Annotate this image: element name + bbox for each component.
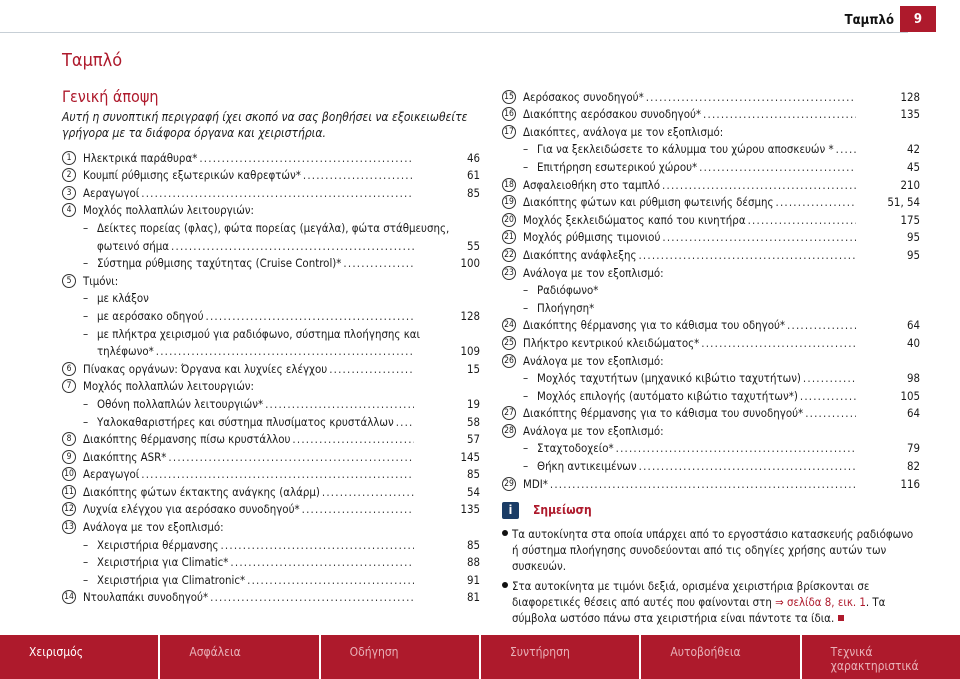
callout-number: 17 bbox=[502, 125, 516, 139]
legend-item bbox=[502, 106, 920, 124]
bullet-icon bbox=[502, 578, 512, 626]
item-label: τηλέφωνο* bbox=[97, 344, 154, 359]
callout-number: 4 bbox=[62, 203, 76, 217]
page-ref[interactable]: 81 bbox=[466, 590, 480, 605]
item-label: Διακόπτης φώτων έκτακτης ανάγκης (αλάρμ) bbox=[83, 484, 320, 499]
item-label: Διακόπτης ανάφλεξης bbox=[523, 247, 637, 262]
page-ref[interactable]: 57 bbox=[466, 432, 480, 447]
legend-item bbox=[62, 343, 480, 361]
leader-dots bbox=[343, 254, 414, 272]
item-label: με αερόσακο οδηγού bbox=[97, 308, 204, 323]
item-label: Πίνακας οργάνων: Όργανα και λυχνίες ελέγχου bbox=[83, 361, 328, 376]
legend-item bbox=[62, 501, 480, 519]
page-ref[interactable]: 42 bbox=[906, 142, 920, 157]
callout-number: 19 bbox=[502, 195, 516, 209]
leader-dots bbox=[803, 369, 856, 387]
page-ref[interactable]: 98 bbox=[906, 371, 920, 386]
callout-number: 7 bbox=[62, 379, 76, 393]
leader-dots bbox=[646, 88, 856, 106]
dash-marker: – bbox=[523, 371, 529, 386]
note-text: Τα αυτοκίνητα στα οποία υπάρχει από το εργοστάσιο κατασκευής ραδιόφωνο ή σύστημα πλοήγησης συνοδεύονται από τις οδηγίες χρήσης αυτών των συσκευών. bbox=[512, 526, 914, 573]
dash-marker: – bbox=[83, 326, 89, 341]
item-label: Αερόσακος συνοδηγού* bbox=[523, 89, 644, 104]
leader-dots bbox=[206, 307, 415, 325]
dash-marker: – bbox=[523, 388, 529, 403]
page-ref[interactable]: 210 bbox=[900, 177, 920, 192]
legend-subitem bbox=[62, 554, 480, 572]
leader-dots bbox=[141, 465, 414, 483]
leader-dots bbox=[168, 448, 414, 466]
leader-dots bbox=[701, 334, 856, 352]
leader-dots bbox=[210, 588, 414, 606]
callout-number: 20 bbox=[502, 213, 516, 227]
legend-item bbox=[62, 237, 480, 255]
callout-number: 13 bbox=[62, 520, 76, 534]
legend-item bbox=[502, 211, 920, 229]
legend-item bbox=[502, 123, 920, 141]
item-label: Ανάλογα με τον εξοπλισμό: bbox=[523, 265, 664, 280]
note-item bbox=[502, 526, 920, 574]
item-label: Αεραγωγοί bbox=[83, 467, 140, 482]
item-label: Μοχλός πολλαπλών λειτουργιών: bbox=[83, 379, 254, 394]
page-number: 9 bbox=[900, 6, 936, 32]
callout-number: 14 bbox=[62, 590, 76, 604]
item-label: με πλήκτρα χειρισμού για ραδιόφωνο, σύστημα πλοήγησης και bbox=[97, 326, 420, 341]
leader-dots bbox=[247, 571, 414, 589]
callout-number: 16 bbox=[502, 107, 516, 121]
callout-number: 3 bbox=[62, 186, 76, 200]
page-reference-link[interactable]: ⇒ σελίδα 8, εικ. 1 bbox=[775, 594, 866, 609]
legend-list-left bbox=[62, 149, 480, 606]
callout-number: 21 bbox=[502, 230, 516, 244]
leader-dots bbox=[329, 360, 414, 378]
legend-subitem bbox=[62, 536, 480, 554]
legend-item bbox=[62, 483, 480, 501]
note-title: Σημείωση bbox=[533, 503, 592, 518]
page-ref[interactable]: 19 bbox=[466, 396, 480, 411]
footer-nav bbox=[0, 635, 960, 679]
item-label: Χειριστήρια θέρμανσης bbox=[97, 537, 219, 552]
dash-marker: – bbox=[523, 459, 529, 474]
callout-number: 5 bbox=[62, 274, 76, 288]
legend-item bbox=[502, 246, 920, 264]
callout-number: 12 bbox=[62, 502, 76, 516]
leader-dots bbox=[303, 166, 414, 184]
legend-item bbox=[502, 229, 920, 247]
info-icon: i bbox=[502, 502, 519, 519]
leader-dots bbox=[292, 430, 414, 448]
legend-subitem bbox=[502, 282, 920, 300]
leader-dots bbox=[699, 158, 856, 176]
dash-marker: – bbox=[83, 291, 89, 306]
item-label: Δείκτες πορείας (φλας), φώτα πορείας (μεγάλα), φώτα στάθμευσης, bbox=[97, 220, 450, 235]
right-column bbox=[502, 88, 920, 630]
leader-dots bbox=[638, 246, 856, 264]
page-ref[interactable]: 145 bbox=[460, 449, 480, 464]
page-ref[interactable]: 61 bbox=[466, 168, 480, 183]
callout-number: 10 bbox=[62, 467, 76, 481]
page-ref[interactable]: 64 bbox=[906, 318, 920, 333]
leader-dots bbox=[805, 404, 856, 422]
page-ref[interactable]: 85 bbox=[466, 185, 480, 200]
tab-operation[interactable]: Χειρισμός bbox=[0, 635, 158, 679]
item-label: Ανάλογα με τον εξοπλισμό: bbox=[523, 423, 664, 438]
item-label: Διακόπτης φώτων και ρύθμιση φωτεινής δέσμης bbox=[523, 195, 774, 210]
leader-dots bbox=[322, 483, 414, 501]
item-label: Αεραγωγοί bbox=[83, 185, 140, 200]
bullet-icon bbox=[502, 526, 512, 574]
item-label: Μοχλός πολλαπλών λειτουργιών: bbox=[83, 203, 254, 218]
page-ref[interactable]: 100 bbox=[460, 256, 480, 271]
legend-list-right bbox=[502, 88, 920, 493]
item-label: Μοχλός ξεκλειδώματος καπό του κινητήρα bbox=[523, 212, 746, 227]
item-label: φωτεινό σήμα bbox=[97, 238, 170, 253]
intro-text: Αυτή η συνοπτική περιγραφή ίχει σκοπό να σας βοηθήσει να εξοικειωθείτε γρήγορα με τα διάφορα όργανα και χειριστήρια. bbox=[62, 110, 468, 140]
page-ref[interactable]: 175 bbox=[900, 212, 920, 227]
item-label: Κουμπί ρύθμισης εξωτερικών καθρεφτών* bbox=[83, 168, 301, 183]
callout-number: 23 bbox=[502, 266, 516, 280]
dash-marker: – bbox=[83, 414, 89, 429]
legend-item bbox=[62, 272, 480, 290]
item-label: Πλήκτρο κεντρικού κλειδώματος* bbox=[523, 335, 700, 350]
callout-number: 27 bbox=[502, 406, 516, 420]
page-ref[interactable]: 128 bbox=[900, 89, 920, 104]
page-ref[interactable]: 85 bbox=[466, 467, 480, 482]
page-ref[interactable]: 46 bbox=[466, 150, 480, 165]
page-ref[interactable]: 15 bbox=[466, 361, 480, 376]
legend-item bbox=[62, 518, 480, 536]
item-label: Ανάλογα με τον εξοπλισμό: bbox=[83, 520, 224, 535]
page-ref[interactable]: 88 bbox=[466, 555, 480, 570]
item-label: με κλάξον bbox=[97, 291, 149, 306]
note-header bbox=[502, 502, 920, 519]
legend-item bbox=[62, 378, 480, 396]
end-square-icon bbox=[838, 615, 844, 621]
legend-subitem bbox=[502, 457, 920, 475]
page-ref[interactable]: 105 bbox=[900, 388, 920, 403]
item-label: MDI* bbox=[523, 476, 548, 491]
page-ref[interactable]: 109 bbox=[460, 344, 480, 359]
legend-item bbox=[502, 264, 920, 282]
legend-subitem bbox=[62, 255, 480, 273]
legend-item bbox=[502, 176, 920, 194]
note-box bbox=[502, 502, 920, 626]
item-label: Τιμόνι: bbox=[83, 273, 119, 288]
page-ref[interactable]: 135 bbox=[900, 107, 920, 122]
legend-subitem bbox=[502, 299, 920, 317]
page-ref[interactable]: 128 bbox=[460, 308, 480, 323]
leader-dots bbox=[775, 193, 856, 211]
item-label: Σταχτοδοχείο* bbox=[537, 441, 614, 456]
item-label: Σύστημα ρύθμισης ταχύτητας (Cruise Control)* bbox=[97, 256, 342, 271]
item-label: Διακόπτης θέρμανσης πίσω κρυστάλλου bbox=[83, 432, 291, 447]
page-ref[interactable]: 95 bbox=[906, 230, 920, 245]
page-ref[interactable]: 55 bbox=[466, 238, 480, 253]
leader-dots bbox=[156, 342, 414, 360]
dash-marker: – bbox=[83, 220, 89, 235]
legend-subitem bbox=[502, 440, 920, 458]
dash-marker: – bbox=[523, 159, 529, 174]
legend-item bbox=[62, 589, 480, 607]
legend-item bbox=[62, 202, 480, 220]
leader-dots bbox=[550, 475, 856, 493]
legend-subitem bbox=[502, 141, 920, 159]
leader-dots bbox=[230, 553, 414, 571]
legend-item bbox=[62, 466, 480, 484]
leader-dots bbox=[302, 500, 414, 518]
item-label: Θήκη αντικειμένων bbox=[537, 459, 637, 474]
item-label: Υαλοκαθαριστήρες και σύστημα πλυσίματος κρυστάλλων bbox=[97, 414, 394, 429]
leader-dots bbox=[639, 457, 856, 475]
page-ref[interactable]: 45 bbox=[906, 159, 920, 174]
item-label: Διακόπτης θέρμανσης για το κάθισμα του οδηγού* bbox=[523, 318, 786, 333]
legend-item bbox=[62, 448, 480, 466]
section-title: Γενική άποψη bbox=[62, 87, 159, 106]
callout-number: 2 bbox=[62, 168, 76, 182]
leader-dots bbox=[836, 140, 856, 158]
page-ref[interactable]: 40 bbox=[906, 335, 920, 350]
callout-number: 1 bbox=[62, 151, 76, 165]
item-label: Μοχλός επιλογής (αυτόματο κιβώτιο ταχυτήτων*) bbox=[537, 388, 798, 403]
dash-marker: – bbox=[83, 555, 89, 570]
callout-number: 24 bbox=[502, 318, 516, 332]
item-label: Διακόπτης ASR* bbox=[83, 449, 167, 464]
leader-dots bbox=[616, 439, 856, 457]
leader-dots bbox=[199, 149, 414, 167]
callout-number: 8 bbox=[62, 432, 76, 446]
top-rule bbox=[0, 32, 908, 33]
leader-dots bbox=[748, 211, 856, 229]
item-label: Διακόπτης αερόσακου συνοδηγού* bbox=[523, 107, 702, 122]
legend-subitem bbox=[502, 370, 920, 388]
legend-item-line bbox=[62, 325, 480, 343]
dash-marker: – bbox=[83, 256, 89, 271]
leader-dots bbox=[662, 176, 856, 194]
callout-number: 18 bbox=[502, 178, 516, 192]
legend-item bbox=[62, 431, 480, 449]
legend-item bbox=[502, 317, 920, 335]
callout-number: 6 bbox=[62, 362, 76, 376]
legend-item bbox=[502, 475, 920, 493]
item-label: Μοχλός ταχυτήτων (μηχανικό κιβώτιο ταχυτήτων) bbox=[537, 371, 801, 386]
legend-item bbox=[502, 422, 920, 440]
dash-marker: – bbox=[83, 396, 89, 411]
page-ref[interactable]: 79 bbox=[906, 441, 920, 456]
item-label: Ανάλογα με τον εξοπλισμό: bbox=[523, 353, 664, 368]
page-ref[interactable]: 58 bbox=[466, 414, 480, 429]
leader-dots bbox=[141, 184, 414, 202]
page-ref[interactable]: 91 bbox=[466, 572, 480, 587]
leader-dots bbox=[787, 316, 856, 334]
legend-item bbox=[62, 184, 480, 202]
callout-number: 15 bbox=[502, 90, 516, 104]
item-label: Διακόπτες, ανάλογα με τον εξοπλισμό: bbox=[523, 124, 724, 139]
callout-number: 29 bbox=[502, 477, 516, 491]
item-label: Πλοήγηση* bbox=[537, 300, 595, 315]
dash-marker: – bbox=[83, 537, 89, 552]
dash-marker: – bbox=[523, 142, 529, 157]
callout-number: 9 bbox=[62, 450, 76, 464]
page-ref[interactable]: 54 bbox=[466, 484, 480, 499]
leader-dots bbox=[220, 536, 414, 554]
note-text-tail: . Τα σύμβολα ωστόσο πάνω στα χειριστήρια είναι πάντοτε τα ίδια. bbox=[512, 594, 886, 625]
item-label: Επιτήρηση εσωτερικού χώρου* bbox=[537, 159, 698, 174]
legend-item bbox=[502, 405, 920, 423]
legend-item bbox=[502, 88, 920, 106]
legend-subitem bbox=[502, 158, 920, 176]
leader-dots bbox=[800, 387, 856, 405]
callout-number: 26 bbox=[502, 354, 516, 368]
item-label: Χειριστήρια για Climatic* bbox=[97, 555, 229, 570]
left-column bbox=[62, 87, 480, 606]
tab-self-help[interactable]: Αυτοβοήθεια bbox=[641, 635, 799, 679]
legend-subitem bbox=[62, 395, 480, 413]
callout-number: 28 bbox=[502, 424, 516, 438]
tab-safety[interactable]: Ασφάλεια bbox=[160, 635, 318, 679]
dash-marker: – bbox=[83, 572, 89, 587]
item-label: Ασφαλειοθήκη στο ταμπλό bbox=[523, 177, 661, 192]
leader-dots bbox=[171, 237, 414, 255]
legend-item bbox=[502, 194, 920, 212]
note-text bbox=[512, 578, 920, 626]
legend-subitem bbox=[502, 387, 920, 405]
dash-marker: – bbox=[523, 283, 529, 298]
callout-number: 22 bbox=[502, 248, 516, 262]
note-text-part: Στα αυτοκίνητα με τιμόνι δεξιά, ορισμένα χειριστήρια βρίσκονται σε διαφορετικές θέσεις από αυτές που φαίνονται στη bbox=[512, 578, 870, 609]
page-ref[interactable]: 135 bbox=[460, 502, 480, 517]
legend-item bbox=[62, 167, 480, 185]
page-ref[interactable]: 64 bbox=[906, 406, 920, 421]
leader-dots bbox=[662, 228, 856, 246]
legend-subitem bbox=[62, 290, 480, 308]
page-ref[interactable]: 85 bbox=[466, 537, 480, 552]
callout-number: 25 bbox=[502, 336, 516, 350]
tab-technical-data[interactable]: Τεχνικά χαρακτηριστικά bbox=[802, 635, 960, 679]
leader-dots bbox=[396, 413, 414, 431]
legend-item-line bbox=[62, 219, 480, 237]
item-label: Μοχλός ρύθμισης τιμονιού bbox=[523, 230, 661, 245]
page-ref[interactable]: 51, 54 bbox=[887, 195, 920, 210]
legend-subitem bbox=[62, 571, 480, 589]
legend-subitem bbox=[62, 413, 480, 431]
page-ref[interactable]: 82 bbox=[906, 459, 920, 474]
legend-item bbox=[62, 149, 480, 167]
legend-item bbox=[502, 352, 920, 370]
callout-number: 11 bbox=[62, 485, 76, 499]
leader-dots bbox=[703, 105, 856, 123]
item-label: Ηλεκτρικά παράθυρα* bbox=[83, 150, 198, 165]
leader-dots bbox=[265, 395, 414, 413]
item-label: Χειριστήρια για Climatronic* bbox=[97, 572, 246, 587]
note-item bbox=[502, 578, 920, 626]
legend-item bbox=[62, 360, 480, 378]
item-label: Διακόπτης θέρμανσης για το κάθισμα του συνοδηγού* bbox=[523, 406, 804, 421]
tab-maintenance[interactable]: Συντήρηση bbox=[481, 635, 639, 679]
page-ref[interactable]: 95 bbox=[906, 247, 920, 262]
item-label: Ραδιόφωνο* bbox=[537, 283, 599, 298]
page-ref[interactable]: 116 bbox=[900, 476, 920, 491]
dash-marker: – bbox=[83, 308, 89, 323]
tab-driving[interactable]: Οδήγηση bbox=[321, 635, 479, 679]
legend-item bbox=[502, 334, 920, 352]
item-label: Οθόνη πολλαπλών λειτουργιών* bbox=[97, 396, 264, 411]
dash-marker: – bbox=[523, 300, 529, 315]
item-label: Ντουλαπάκι συνοδηγού* bbox=[83, 590, 209, 605]
main-title: Ταμπλό bbox=[62, 50, 123, 71]
chapter-title: Ταμπλό bbox=[844, 13, 894, 28]
item-label: Λυχνία ελέγχου για αερόσακο συνοδηγού* bbox=[83, 502, 300, 517]
dash-marker: – bbox=[523, 441, 529, 456]
legend-subitem bbox=[62, 307, 480, 325]
item-label: Για να ξεκλειδώσετε το κάλυμμα του χώρου αποσκευών * bbox=[537, 142, 834, 157]
